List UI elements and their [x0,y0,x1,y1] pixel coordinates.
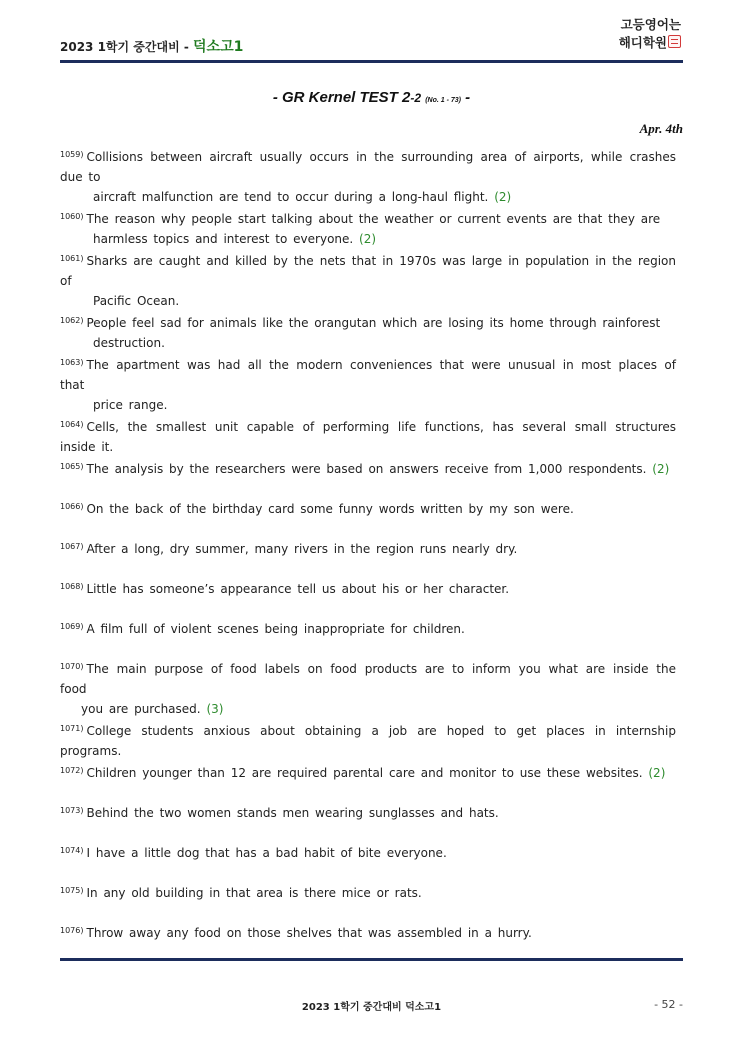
question-item [60,415,676,457]
question-item [60,761,676,801]
question-number: 1062) [60,316,84,325]
question-number: 1069) [60,622,84,631]
question-item [60,249,676,311]
question-text: Children younger than 12 are required parental care and monitor to use these websites. [86,766,643,780]
question-text: Behind the two women stands men wearing sunglasses and hats. [86,806,499,820]
brand-line-2: 해디학원 [618,35,667,50]
question-text-continued [60,699,676,719]
question-number: 1070) [60,662,84,671]
question-number: 1075) [60,886,84,895]
question-number: 1074) [60,846,84,855]
question-text-continued [60,291,676,311]
question-text: Collisions between aircraft usually occurs in the surrounding area of airports, while crashes due to [60,150,676,184]
question-number: 1063) [60,358,84,367]
brand-line-1: 고등영어는 [620,17,681,32]
test-title-main: - GR Kernel TEST 2 [272,89,411,106]
question-text-continued [60,229,676,249]
question-text-line2: aircraft malfunction are tend to occur during a long-haul flight. [93,190,489,204]
footer-title: 2023 1학기 중간대비 덕소고1 [301,1002,442,1013]
page-number: - 52 - [654,998,683,1011]
question-text: After a long, dry summer, many rivers in the region runs nearly dry. [86,542,518,556]
question-item [60,841,676,881]
question-number: 1059) [60,150,84,159]
question-text-line2: Pacific Ocean. [93,294,180,308]
point-value: (2) [494,190,512,204]
question-text: I have a little dog that has a bad habit of bite everyone. [86,846,447,860]
question-text: The apartment was had all the modern conveniences that were unusual in most places of that [60,358,676,392]
question-text-line2: price range. [93,398,168,412]
question-text: Little has someone’s appearance tell us about his or her character. [86,582,510,596]
question-number: 1067) [60,542,84,551]
question-number: 1072) [60,766,84,775]
question-number: 1065) [60,462,84,471]
question-item [60,311,676,353]
question-item [60,145,676,207]
test-date: Apr. 4th [639,121,683,136]
test-title-dash: - [465,89,471,106]
question-number: 1071) [60,724,84,733]
question-item [60,207,676,249]
question-item [60,537,676,577]
question-text: The main purpose of food labels on food products are to inform you what are inside the food [60,662,676,696]
question-list [60,145,676,961]
point-value: (2) [359,232,377,246]
question-number: 1068) [60,582,84,591]
point-value: (3) [206,702,224,716]
question-text: Throw away any food on those shelves that was assembled in a hurry. [86,926,532,940]
question-number: 1061) [60,254,84,263]
test-title-version: -2 [410,91,422,105]
question-number: 1073) [60,806,84,815]
question-text: People feel sad for animals like the orangutan which are losing its home through rainforest [86,316,661,330]
question-text: In any old building in that area is there mice or rats. [86,886,422,900]
question-text-line2: destruction. [93,336,165,350]
test-title-range: (No. 1 - 73) [425,97,461,104]
footer-rule [60,958,683,961]
question-text: The analysis by the researchers were based on answers receive from 1,000 respondents. [86,462,647,476]
header-rule [60,60,683,63]
school-name: 덕소고1 [193,39,244,55]
question-item [60,497,676,537]
question-item [60,801,676,841]
question-text: Sharks are caught and killed by the nets that in 1970s was large in population in the region of [60,254,676,288]
question-item [60,657,676,719]
question-text-continued [60,395,676,415]
question-text-continued [60,187,676,207]
question-number: 1066) [60,502,84,511]
question-text-continued [60,333,676,353]
exam-label: 2023 1학기 중간대비 - [60,40,189,54]
question-text: The reason why people start talking about the weather or current events are that they are [86,212,661,226]
question-item [60,617,676,657]
test-title [0,89,743,106]
question-item [60,577,676,617]
question-number: 1064) [60,420,84,429]
question-text-line2: you are purchased. [81,702,201,716]
question-item [60,719,676,761]
question-text: On the back of the birthday card some funny words written by my son were. [86,502,574,516]
academy-brand [619,16,681,52]
question-item [60,881,676,921]
point-value: (2) [652,462,670,476]
question-number: 1060) [60,212,84,221]
question-text: A film full of violent scenes being inappropriate for children. [86,622,465,636]
question-text: Cells, the smallest unit capable of performing life functions, has several small structures inside it. [60,420,676,454]
question-text: College students anxious about obtaining a job are hoped to get places in internship programs. [60,724,676,758]
question-item [60,353,676,415]
question-text-line2: harmless topics and interest to everyone. [93,232,354,246]
header-exam-title [60,36,243,56]
question-item [60,457,676,497]
question-number: 1076) [60,926,84,935]
point-value: (2) [648,766,666,780]
seal-stamp-icon [668,35,681,48]
question-item [60,921,676,961]
